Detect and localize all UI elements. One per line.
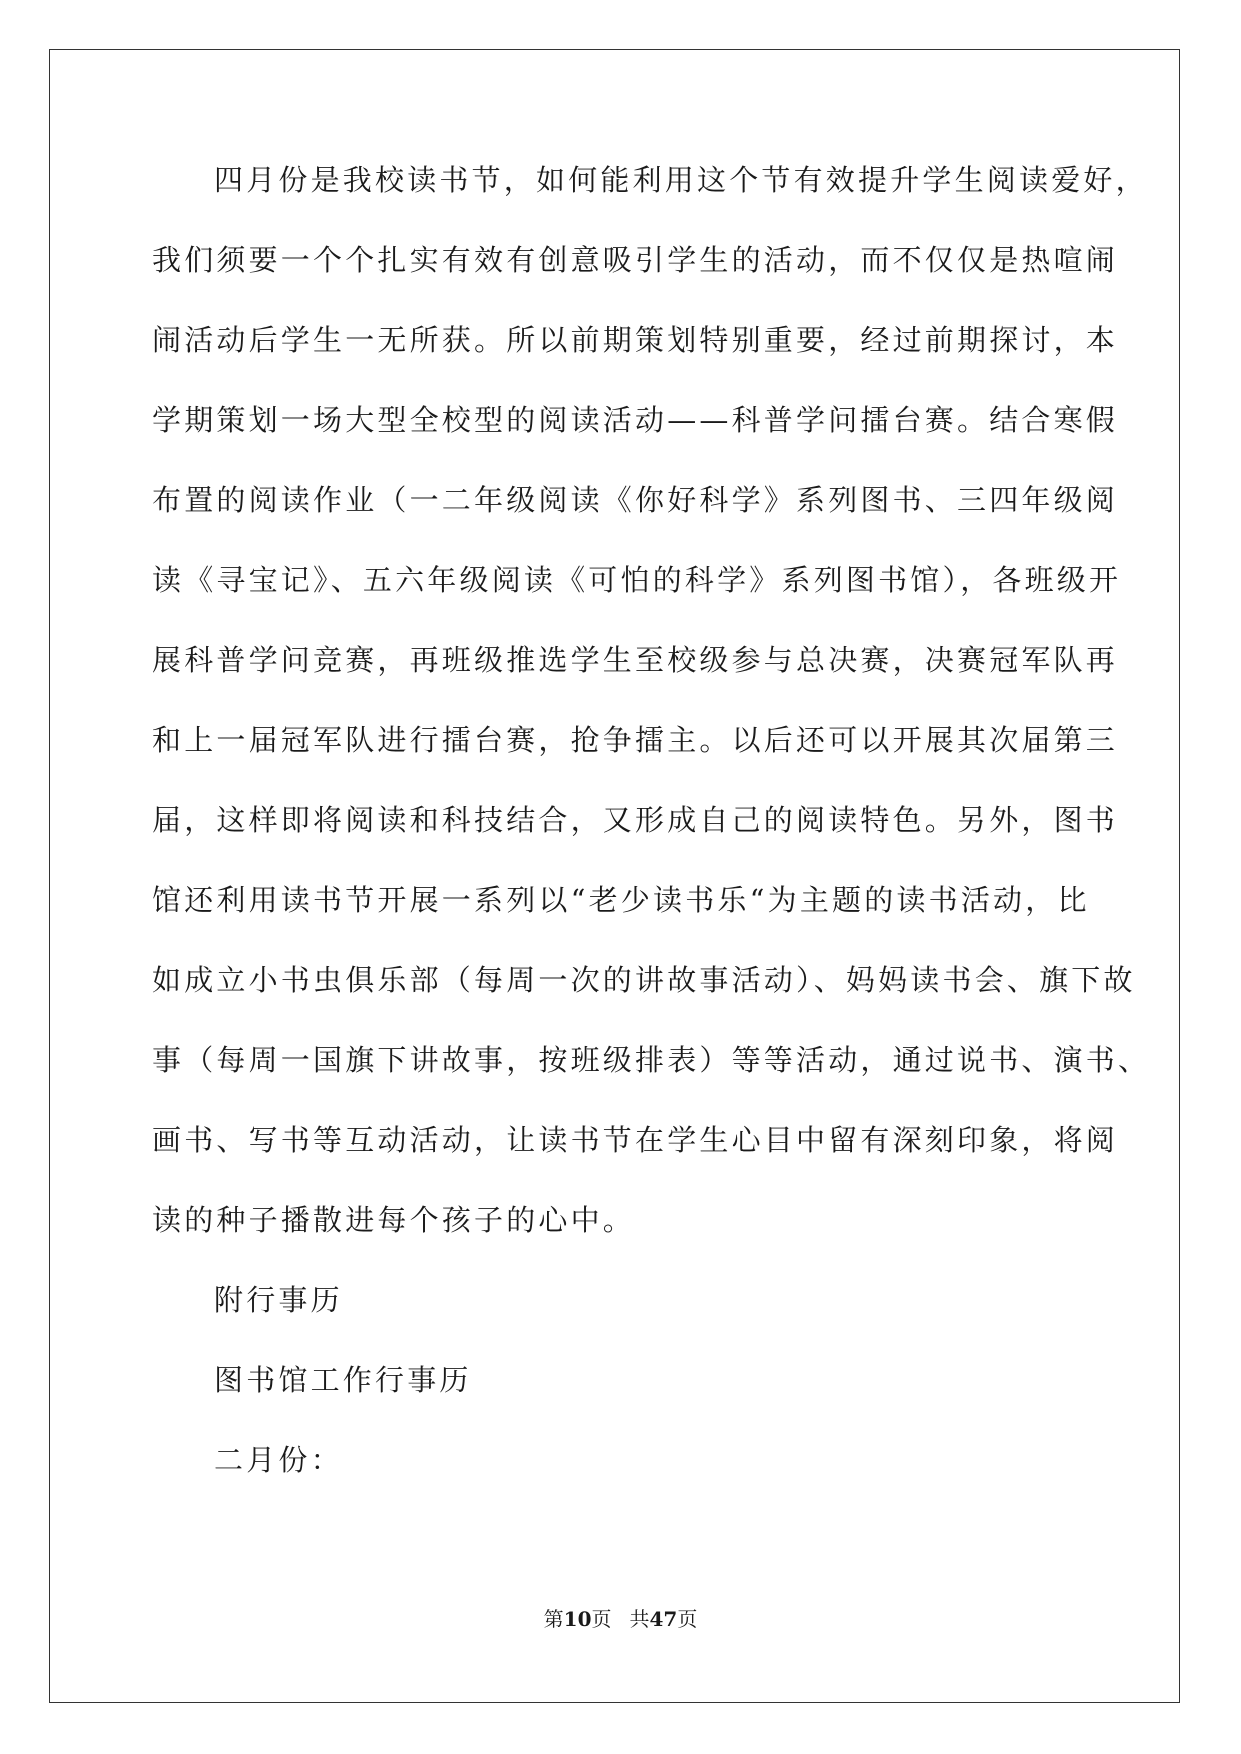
paragraph-line: 如成立小书虫俱乐部（每周一次的讲故事活动）、妈妈读书会、旗下故 — [152, 963, 1136, 997]
paragraph-line: 展科普学问竞赛，再班级推选学生至校级参与总决赛，决赛冠军队再 — [152, 643, 1119, 677]
paragraph-line: 事（每周一国旗下讲故事，按班级排表）等等活动，通过说书、演书、 — [152, 1043, 1151, 1077]
total-page-number: 47 — [649, 1607, 678, 1631]
paragraph-line: 闹活动后学生一无所获。所以前期策划特别重要，经过前期探讨，本 — [152, 323, 1119, 357]
paragraph-line: 画书、写书等互动活动，让读书节在学生心目中留有深刻印象，将阅 — [152, 1123, 1119, 1157]
paragraph-line: 我们须要一个个扎实有效有创意吸引学生的活动，而不仅仅是热喧闹 — [152, 243, 1119, 277]
paragraph-line: 读的种子播散进每个孩子的心中。 — [152, 1203, 636, 1237]
footer-prefix: 第 — [543, 1607, 564, 1631]
paragraph-line: 届，这样即将阅读和科技结合，又形成自己的阅读特色。另外，图书 — [152, 803, 1119, 837]
page-footer — [0, 1606, 1241, 1632]
footer-total-suffix: 页 — [677, 1607, 698, 1631]
paragraph-line: 四月份是我校读书节，如何能利用这个节有效提升学生阅读爱好， — [214, 163, 1148, 197]
heading-attached-calendar: 附行事历 — [214, 1283, 343, 1317]
heading-february: 二月份： — [214, 1443, 343, 1477]
paragraph-line: 馆还利用读书节开展一系列以“老少读书乐“为主题的读书活动，比 — [152, 883, 1090, 917]
paragraph-line: 和上一届冠军队进行擂台赛，抢争擂主。以后还可以开展其次届第三 — [152, 723, 1119, 757]
paragraph-line: 学期策划一场大型全校型的阅读活动——科普学问擂台赛。结合寒假 — [152, 403, 1119, 437]
paragraph-line: 读《寻宝记》、五六年级阅读《可怕的科学》系列图书馆），各班级开 — [152, 563, 1122, 597]
heading-library-calendar: 图书馆工作行事历 — [214, 1363, 472, 1397]
footer-page-suffix: 页 — [591, 1607, 612, 1631]
footer-total-prefix: 共 — [629, 1607, 650, 1631]
current-page-number: 10 — [563, 1607, 592, 1631]
paragraph-line: 布置的阅读作业（一二年级阅读《你好科学》系列图书、三四年级阅 — [152, 483, 1119, 517]
